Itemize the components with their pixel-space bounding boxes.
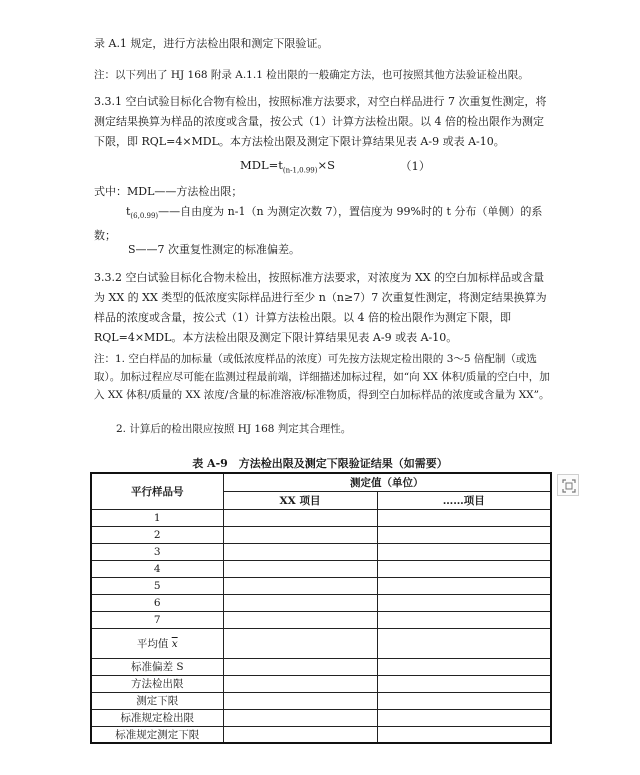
row-label: 6: [91, 594, 223, 611]
formula-sub: (n-1,0.99): [282, 166, 318, 175]
cell: [223, 594, 377, 611]
row-label: 3: [91, 543, 223, 560]
row-label: 7: [91, 611, 223, 628]
cell: [223, 611, 377, 628]
paragraph-intro: 录 A.1 规定，进行方法检出限和测定下限验证。: [94, 37, 329, 50]
cell: [223, 577, 377, 594]
cell: [223, 628, 377, 658]
where-t-sub: (6,0.99): [130, 212, 159, 221]
formula-number: （1）: [400, 159, 431, 173]
cell: [223, 692, 377, 709]
cell: [223, 560, 377, 577]
row-label-std-dev: 标准偏差 S: [91, 658, 223, 675]
header-measured-value: 测定值（单位）: [223, 473, 551, 491]
cell: [377, 543, 551, 560]
cell: [377, 692, 551, 709]
paragraph-3-3-2: 3.3.2 空白试验目标化合物未检出，按照标准方法要求，对浓度为 XX 的空白加标样品或含量为 XX 的 XX 类型的低浓度实际样品进行至少 n（n≥7）7 次重复性测定，将测定结果换算为样品的浓度或含量，按公式（1）计算方法检出限。以 4 倍的检出限作为测定下限，即 RQL=4×MDL。本方法检出限及测定下限计算结果见表 A-9 或表 A-10。: [94, 271, 547, 344]
formula-right: ×S: [317, 158, 336, 172]
header-sample-number: 平行样品号: [91, 473, 223, 509]
row-label: 1: [91, 509, 223, 526]
cell: [223, 726, 377, 743]
cell: [377, 726, 551, 743]
cell: [377, 611, 551, 628]
header-col-xx: XX 项目: [223, 491, 377, 509]
cell: [223, 543, 377, 560]
cell: [377, 509, 551, 526]
paragraph-3-3-1: 3.3.1 空白试验目标化合物有检出，按照标准方法要求，对空白样品进行 7 次重复性测定，将测定结果换算为样品的浓度或含量，按公式（1）计算方法检出限。以 4 倍的检出限作为测定下限，即 RQL=4×MDL。本方法检出限及测定下限计算结果见表 A-9 或表 A-10。: [94, 95, 547, 148]
scan-icon-glyph: [562, 479, 576, 493]
cell: [377, 628, 551, 658]
cell: [223, 675, 377, 692]
cell: [377, 526, 551, 543]
cell: [223, 526, 377, 543]
cell: [223, 509, 377, 526]
formula-left: MDL=t: [240, 158, 283, 172]
where-intro: 式中：MDL——方法检出限；: [94, 185, 243, 198]
cell: [223, 709, 377, 726]
formula-mdl: [240, 158, 431, 175]
where-t-text: ——自由度为 n-1（n 为测定次数 7），置信度为 99%时的 t 分布（单侧）的系数；: [94, 205, 543, 243]
row-label-std-rql: 标准规定测定下限: [91, 726, 223, 743]
cell: [377, 709, 551, 726]
mean-symbol: $\overline{x}$: [171, 637, 178, 650]
table-caption: 表 A-9 方法检出限及测定下限验证结果（如需要）: [192, 457, 448, 470]
row-label-rql: 测定下限: [91, 692, 223, 709]
mean-label: 平均值: [136, 637, 169, 650]
note-1: 注：1. 空白样品的加标量（或低浓度样品的浓度）可先按方法规定检出限的 3～5 倍配制（或选取）。加标过程应尽可能在监测过程最前端，详细描述加标过程，如“向 XX 体积/质量的空白中，加入 XX 体积/质量的 XX 浓度/含量的标准溶液/标准物质，得到空白加标样品的浓度或含量为 XX”。: [94, 353, 550, 401]
note-hj168: 注：以下列出了 HJ 168 附录 A.1.1 检出限的一般确定方法，也可按照其他方法验证检出限。: [94, 69, 529, 81]
cell: [377, 560, 551, 577]
cell: [377, 577, 551, 594]
cell: [223, 658, 377, 675]
cell: [377, 658, 551, 675]
scan-icon[interactable]: [557, 474, 579, 496]
where-s: S——7 次重复性测定的标准偏差。: [128, 243, 301, 256]
header-col-other: ……项目: [377, 491, 551, 509]
row-label-std-mdl: 标准规定检出限: [91, 709, 223, 726]
cell: [377, 675, 551, 692]
row-label-mdl: 方法检出限: [91, 675, 223, 692]
row-label-mean: [91, 628, 223, 658]
results-table: [90, 472, 552, 744]
note-2: 2. 计算后的检出限应按照 HJ 168 判定其合理性。: [116, 423, 352, 435]
row-label: 2: [91, 526, 223, 543]
where-t-symbol: t: [126, 205, 131, 218]
row-label: 4: [91, 560, 223, 577]
row-label: 5: [91, 577, 223, 594]
cell: [377, 594, 551, 611]
